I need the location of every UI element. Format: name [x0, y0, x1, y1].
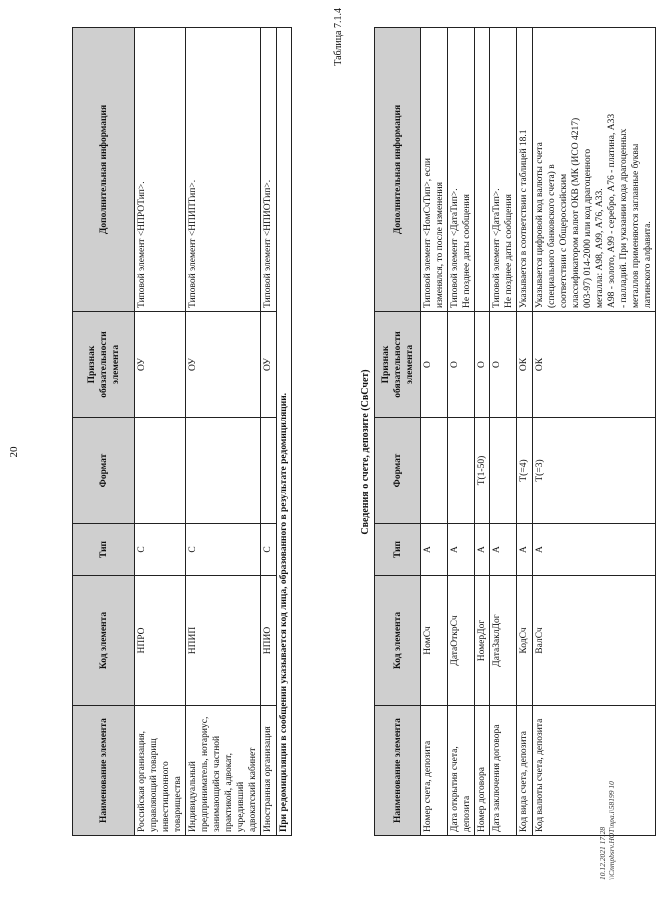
header-info: Дополнительная информация: [375, 28, 421, 312]
table-note-row: [277, 28, 292, 836]
header-name: Наименование элемента: [375, 706, 421, 836]
cell-code: НомерДог: [475, 576, 490, 706]
footer-date: 10.12.2021 17:28: [598, 826, 607, 880]
cell-name: Номер договора: [475, 706, 490, 836]
cell-code: НПИП: [186, 576, 261, 706]
table-row: [475, 28, 490, 836]
page-number: 20: [8, 446, 20, 458]
cell-type: А: [490, 524, 517, 576]
cell-info: Типовой элемент <НПРОТип>.: [135, 28, 186, 312]
cell-required: О: [490, 312, 517, 418]
cell-required: О: [448, 312, 475, 418]
table-row: [186, 28, 261, 836]
table-note: При редомициляции в сообщении указывается код лица, образованного в результате редомициляции.: [277, 28, 292, 836]
table-row: [490, 28, 517, 836]
header-format: Формат: [73, 418, 135, 524]
header-type: Тип: [375, 524, 421, 576]
header-type: Тип: [73, 524, 135, 576]
cell-code: ДатаЗаклДог: [490, 576, 517, 706]
cell-name: [186, 706, 261, 836]
cell-format: [135, 418, 186, 524]
cell-format: T(1-50): [475, 418, 490, 524]
cell-type: С: [135, 524, 186, 576]
cell-required: ОК: [533, 312, 656, 418]
cell-name: Дата открытия счета, депозита: [448, 706, 475, 836]
cell-type: С: [186, 524, 261, 576]
footer-path: \\Cnmpbsrv.HOT\npa.i\58199 10: [607, 781, 616, 880]
cell-info: [490, 28, 517, 312]
cell-info-line: классификатором валют ОКВ (МК (ИСО 4217): [571, 117, 581, 308]
table-row: [135, 28, 186, 836]
cell-format: [421, 418, 448, 524]
cell-required: ОУ: [261, 312, 277, 418]
cell-type: А: [421, 524, 448, 576]
table-label: Таблица 7.1.4: [333, 8, 344, 66]
cell-name: [135, 706, 186, 836]
cell-name: Код валюты счета, депозита: [533, 706, 656, 836]
cell-type: А: [533, 524, 656, 576]
cell-required: О: [421, 312, 448, 418]
table-top: [72, 27, 292, 836]
cell-name-line: Индивидуальный: [188, 761, 198, 832]
cell-info-line: Типовой элемент <НомСчТип>, если: [423, 158, 433, 308]
cell-code: КодСч: [517, 576, 533, 706]
cell-name: Код вида счета, депозита: [517, 706, 533, 836]
cell-required: ОУ: [186, 312, 261, 418]
cell-info-line: Не позднее даты сообщения: [504, 194, 514, 308]
cell-code: ДатаОткрСч: [448, 576, 475, 706]
cell-required: ОУ: [135, 312, 186, 418]
cell-name-line: инвестиционного товарищества: [161, 761, 183, 832]
cell-format: T(=4): [517, 418, 533, 524]
cell-code: ВалСч: [533, 576, 656, 706]
cell-type: А: [517, 524, 533, 576]
cell-info-line: Типовой элемент <ДатаТип>.: [492, 188, 502, 308]
table-row: [261, 28, 277, 836]
header-code: Код элемента: [375, 576, 421, 706]
cell-code: НПИО: [261, 576, 277, 706]
cell-name: Номер счета, депозита: [421, 706, 448, 836]
cell-format: [186, 418, 261, 524]
table-top-header-row: [73, 28, 135, 836]
cell-name-line: Российская организация,: [137, 731, 147, 832]
cell-info-line: соответствии с Общероссийским: [559, 173, 569, 308]
cell-info-line: (специального банковского счета) в: [547, 164, 557, 308]
cell-name-line: Иностранная организация: [263, 726, 273, 832]
header-name: Наименование элемента: [73, 706, 135, 836]
table-row: [421, 28, 448, 836]
header-format: Формат: [375, 418, 421, 524]
cell-type: С: [261, 524, 277, 576]
cell-type: А: [475, 524, 490, 576]
table-row: [517, 28, 533, 836]
cell-name-line: занимающийся частной: [212, 735, 222, 832]
cell-info-line: латинского алфавита.: [643, 221, 653, 308]
cell-info: [448, 28, 475, 312]
cell-type: А: [448, 524, 475, 576]
cell-name-line: практикой, адвокат, учредивший: [224, 753, 246, 832]
header-required: Признак обязательности элемента: [73, 312, 135, 418]
cell-info: [475, 28, 490, 312]
cell-code: НомСч: [421, 576, 448, 706]
cell-info-line: Типовой элемент <ДатаТип>.: [450, 188, 460, 308]
header-code: Код элемента: [73, 576, 135, 706]
cell-info-line: изменялся, то после изменения: [435, 181, 445, 308]
cell-name: Дата заключения договора: [490, 706, 517, 836]
cell-info: [533, 28, 656, 312]
cell-format: [490, 418, 517, 524]
cell-info-line: Указывается цифровой код валюты счета: [535, 142, 545, 308]
table-row: [448, 28, 475, 836]
cell-format: T(=3): [533, 418, 656, 524]
cell-format: [261, 418, 277, 524]
cell-info-line: металлов применяются заглавные буквы: [631, 143, 641, 308]
header-info: Дополнительная информация: [73, 28, 135, 312]
table-title: Сведения о счете, депозите (СвСчет): [360, 369, 371, 535]
cell-format: [448, 418, 475, 524]
cell-info-line: - палладий. При указании кода драгоценных: [619, 128, 629, 308]
cell-code: НПРО: [135, 576, 186, 706]
table-bottom: [374, 27, 656, 836]
cell-name-line: управляющий товарищ: [149, 738, 159, 832]
cell-required: О: [475, 312, 490, 418]
cell-info-line: металла: А98, А99, А76, А33.: [595, 188, 605, 308]
cell-name-line: предприниматель, нотариус,: [200, 716, 210, 832]
cell-info-line: Не позднее даты сообщения: [462, 194, 472, 308]
cell-info: [517, 28, 533, 312]
cell-info: [421, 28, 448, 312]
cell-name: [261, 706, 277, 836]
cell-required: ОК: [517, 312, 533, 418]
header-required: Признак обязательности элемента: [375, 312, 421, 418]
footer-stamp: [598, 781, 616, 880]
table-row: [533, 28, 656, 836]
cell-info: Типовой элемент <НПИОТип>.: [261, 28, 277, 312]
cell-info-line: А98 - золото, А99 - серебро, А76 - платина, А33: [607, 113, 617, 308]
cell-name-line: адвокатский кабинет: [248, 747, 258, 832]
table-bottom-header-row: [375, 28, 421, 836]
cell-info: Типовой элемент <НПИПТип>.: [186, 28, 261, 312]
cell-info-line: Указывается в соответствии с таблицей 18.1: [519, 129, 529, 308]
cell-info-line: 003-97) 014-2000 или код драгоценного: [583, 148, 593, 308]
